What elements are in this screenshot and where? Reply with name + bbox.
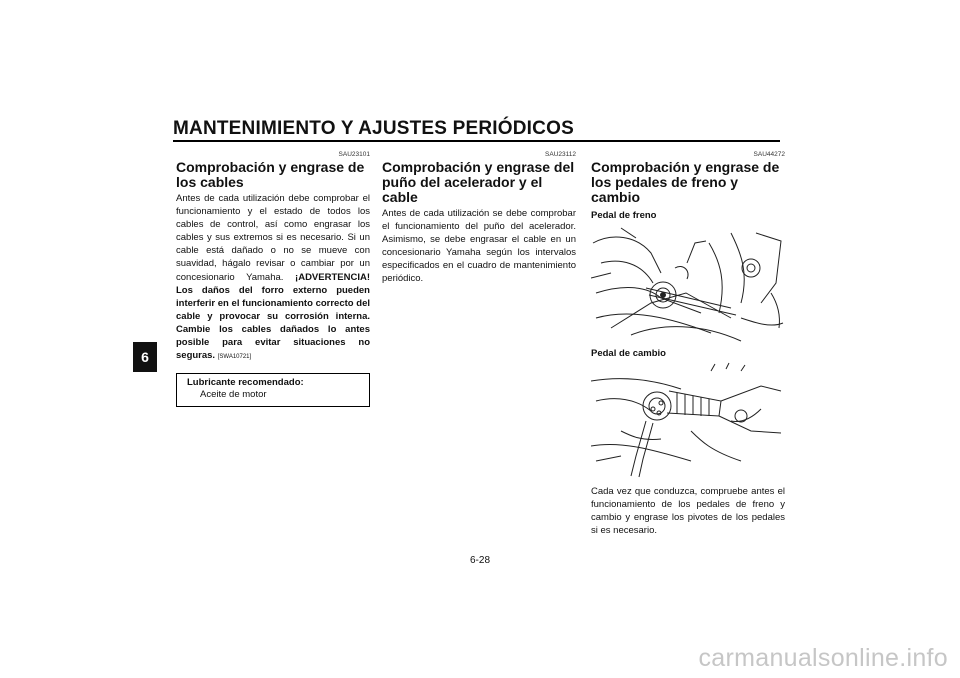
warning-ref: [SWA10721] [217, 354, 252, 361]
section-pedals [591, 150, 785, 537]
watermark: carmanualsonline.info [698, 644, 948, 672]
lubricant-value: Aceite de motor [200, 389, 267, 401]
brake-pedal-illustration [591, 223, 785, 343]
shift-pedal-label: Pedal de cambio [591, 348, 666, 359]
body-text: Antes de cada utilización debe comprobar el funcionamiento y el estado de todos los cables de control, así como engrasar los cables y sus extremos si es necesario. Si un cable está dañado o no se mueve con suavidad, hágalo revisar o cambiar por un concesionario Yamaha. [176, 193, 370, 283]
section-title: Comprobación y engrase del puño del acelerador y el cable [382, 159, 575, 205]
section-code: SAU23101 [338, 151, 370, 158]
section-throttle [382, 150, 576, 286]
page-number: 6-28 [469, 555, 490, 566]
section-code: SAU23112 [545, 151, 576, 158]
chapter-tab: 6 [133, 342, 157, 372]
section-title: Comprobación y engrase de los cables [176, 159, 365, 190]
lubricant-box [176, 373, 370, 407]
page-header-title: MANTENIMIENTO Y AJUSTES PERIÓDICOS [173, 118, 574, 139]
brake-pedal-label: Pedal de freno [591, 210, 657, 221]
section-code: SAU44272 [753, 151, 785, 158]
section-body: Antes de cada utilización se debe comprobar el funcionamiento del puño del acelerador. Asimismo, se debe engrasar el cable en un concesionario Yamaha según los intervalos especificados en el cuadro de mantenimiento periódico. [382, 208, 576, 285]
lubricant-label: Lubricante recomendado: [187, 377, 304, 389]
section-title: Comprobación y engrase de los pedales de freno y cambio [591, 159, 780, 205]
shift-pedal-illustration [591, 361, 785, 481]
warning-text: ¡ADVERTENCIA! Los daños del forro externo pueden interferir en el funcionamiento correcto del cable y provocar su corrosión interna. Cambie los cables dañados lo antes posible para evitar situaciones no seguras. [176, 271, 370, 362]
section-cables [176, 150, 370, 407]
section-body [176, 192, 370, 364]
header-rule [173, 140, 780, 142]
section-body: Cada vez que conduzca, compruebe antes el funcionamiento de los pedales de freno y cambio y engrase los pivotes de los pedales si es necesario. [591, 486, 785, 537]
